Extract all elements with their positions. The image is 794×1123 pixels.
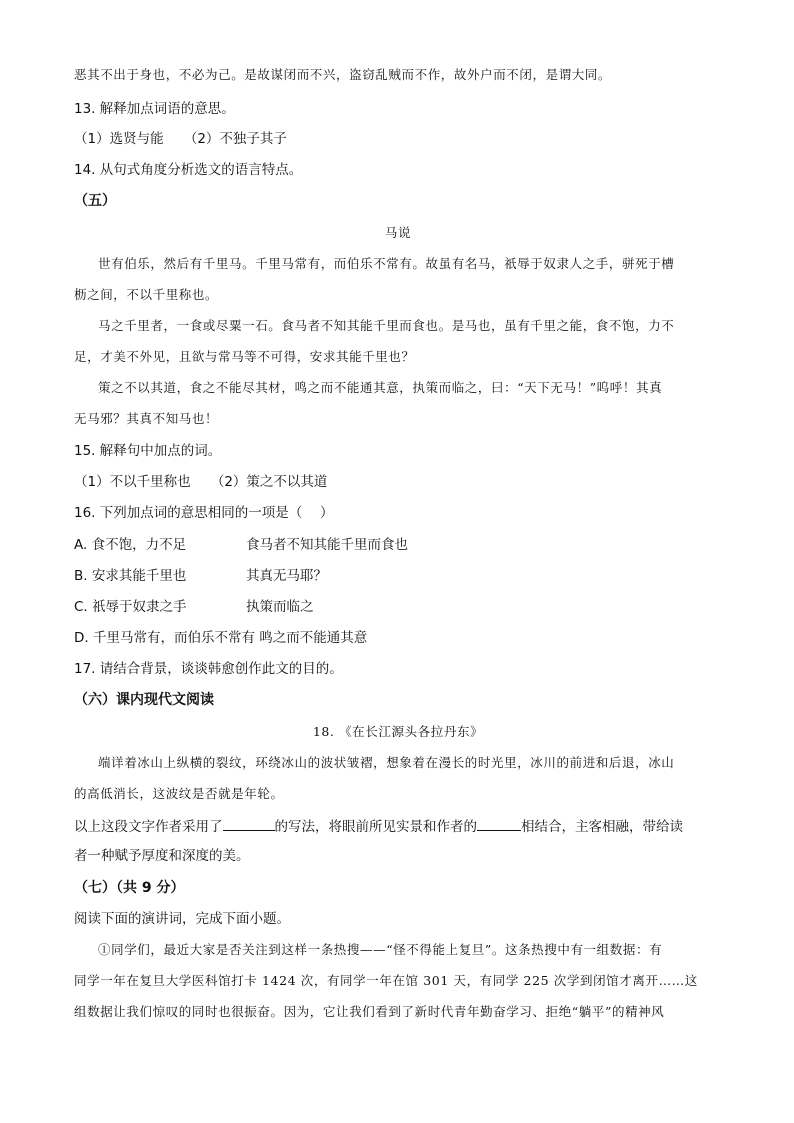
answer-blank-2[interactable] bbox=[477, 816, 521, 831]
q13-stem: 13. 解释加点词语的意思。 bbox=[74, 101, 235, 117]
section-6-heading: （六）课内现代文阅读 bbox=[74, 692, 214, 708]
fill-text-3: 相结合，主客相融，带给读 bbox=[521, 819, 683, 835]
option-d-left: D. 千里马常有，而伯乐不常有 bbox=[74, 630, 255, 646]
ma-shuo-p3-line2: 无马邪？其真不知马也！ bbox=[74, 411, 219, 426]
section-6-title: 18. 《在长江源头各拉丹东》 bbox=[312, 724, 484, 739]
option-c-right: 执策而临之 bbox=[246, 599, 314, 615]
q16-stem: 16. 下列加点词的意思相同的一项是（ ） bbox=[74, 505, 334, 521]
q16-option-d bbox=[74, 629, 674, 647]
q16-option-b bbox=[74, 567, 674, 585]
q13-items: （1）选贤与能 （2）不独子其子 bbox=[74, 131, 287, 147]
q18-fill-line1 bbox=[74, 816, 683, 836]
ma-shuo-p1-line1: 世有伯乐，然后有千里马。千里马常有，而伯乐不常有。故虽有名马，祇辱于奴隶人之手，骈死于槽 bbox=[98, 256, 675, 271]
q14-stem: 14. 从句式角度分析选文的语言特点。 bbox=[74, 162, 303, 178]
speech-p1-line1: ①同学们，最近大家是否关注到这样一条热搜——“怪不得能上复旦”。这条热搜中有一组数据：有 bbox=[98, 942, 663, 957]
speech-p1-line3: 组数据让我们惊叹的同时也很振奋。因为，它让我们看到了新时代青年勤奋学习、拒绝“躺平”的精神风 bbox=[74, 1004, 665, 1019]
fill-text-1: 以上这段文字作者采用了 bbox=[74, 819, 223, 835]
ma-shuo-p1-line2: 枥之间，不以千里称也。 bbox=[74, 287, 219, 302]
answer-blank-1[interactable] bbox=[223, 816, 275, 831]
section-7-intro: 阅读下面的演讲词，完成下面小题。 bbox=[74, 911, 290, 927]
speech-p1-line2: 同学一年在复旦大学医科馆打卡 1424 次，有同学一年在馆 301 天，有同学 225 次学到闭馆才离开……这 bbox=[74, 973, 698, 988]
q15-stem: 15. 解释句中加点的词。 bbox=[74, 443, 222, 459]
q16-option-a bbox=[74, 536, 674, 554]
ma-shuo-p2-line1: 马之千里者，一食或尽粟一石。食马者不知其能千里而食也。是马也，虽有千里之能，食不饱，力不 bbox=[98, 318, 675, 333]
glacier-passage-line1: 端详着冰山上纵横的裂纹，环绕冰山的波状皱褶，想象着在漫长的时光里，冰川的前进和后退，冰山 bbox=[98, 755, 675, 770]
option-a-right: 食马者不知其能千里而食也 bbox=[246, 537, 408, 553]
q15-items: （1）不以千里称也 （2）策之不以其道 bbox=[74, 474, 328, 490]
section-5-title: 马说 bbox=[384, 225, 412, 240]
q16-option-c bbox=[74, 598, 674, 616]
option-d-right: 鸣之而不能通其意 bbox=[259, 630, 368, 646]
fill-text-2: 的写法，将眼前所见实景和作者的 bbox=[274, 819, 477, 835]
glacier-passage-line2: 的高低消长，这波纹是否就是年轮。 bbox=[74, 786, 284, 801]
section-5-heading: （五） bbox=[74, 193, 116, 209]
q18-fill-line2: 者一种赋予厚度和深度的美。 bbox=[74, 848, 250, 864]
passage-last-line: 恶其不出于身也，不必为己。是故谋闭而不兴，盗窃乱贼而不作，故外户而不闭，是谓大同。 bbox=[74, 67, 612, 82]
option-c-left: C. 祇辱于奴隶之手 bbox=[74, 599, 187, 615]
option-b-right: 其真无马耶？ bbox=[246, 568, 327, 584]
ma-shuo-p3-line1: 策之不以其道，食之不能尽其材，鸣之而不能通其意，执策而临之，曰：“天下无马！”呜呼！其真 bbox=[98, 380, 663, 395]
section-7-heading: （七）（共 9 分） bbox=[74, 880, 185, 896]
option-a-left: A. 食不饱，力不足 bbox=[74, 537, 187, 553]
option-b-left: B. 安求其能千里也 bbox=[74, 568, 187, 584]
ma-shuo-p2-line2: 足，才美不外见，且欲与常马等不可得，安求其能千里也？ bbox=[74, 349, 415, 364]
q17-stem: 17. 请结合背景，谈谈韩愈创作此文的目的。 bbox=[74, 661, 343, 677]
